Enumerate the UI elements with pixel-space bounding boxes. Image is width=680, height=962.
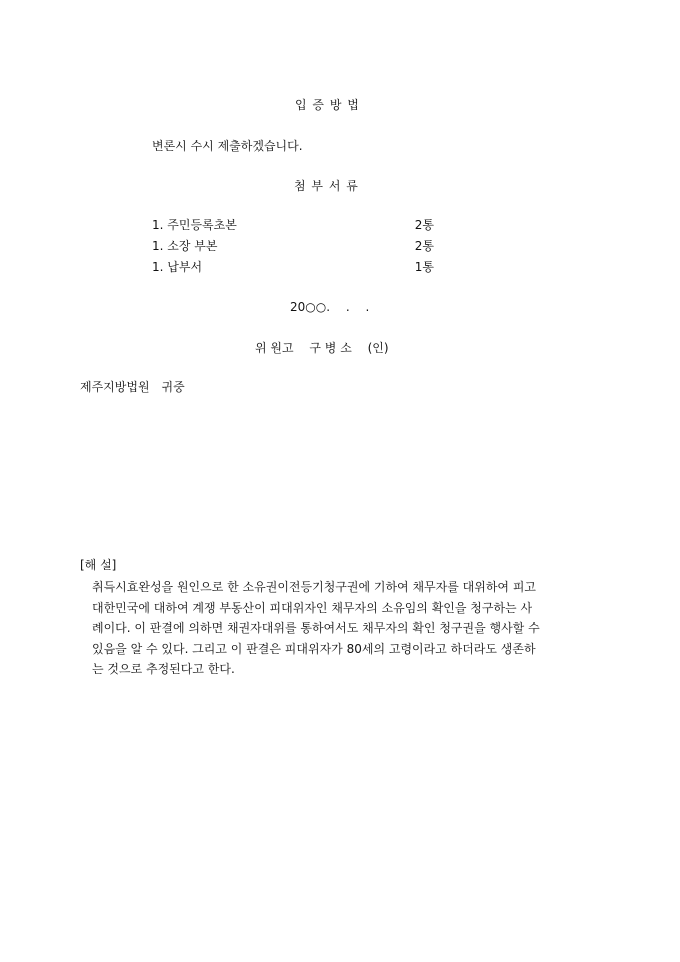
attachment-item-count: 2통	[414, 239, 434, 253]
commentary-line: 대한민국에 대하여 계쟁 부동산이 피대위자인 채무자의 소유임의 확인을 청구하는 사	[92, 600, 533, 615]
plaintiff-signature: 위 원고 구 병 소 (인)	[255, 341, 389, 355]
proof-statement: 변론시 수시 제출하겠습니다.	[152, 139, 303, 153]
commentary-heading: [해 설]	[80, 558, 117, 572]
commentary-line: 있음을 알 수 있다. 그리고 이 판결은 피대위자가 80세의 고령이라고 하더라도 생존하	[92, 641, 536, 656]
commentary-line: 는 것으로 추정된다고 한다.	[92, 662, 235, 676]
attachment-item-label: 1. 소장 부본	[152, 239, 218, 253]
commentary-line: 취득시효완성을 원인으로 한 소유권이전등기청구권에 기하여 채무자를 대위하여 피고	[92, 580, 537, 594]
commentary-body	[92, 577, 612, 680]
commentary-line: 례이다. 이 판결에 의하면 채권자대위를 통하여서도 채무자의 확인 청구권을 행사할 수	[92, 621, 540, 635]
attachment-item-count: 2통	[414, 218, 434, 232]
filing-date: 20○○. . .	[290, 300, 370, 314]
attachment-item-label: 1. 주민등록초본	[152, 218, 237, 232]
attachment-item-label: 1. 납부서	[152, 260, 203, 274]
attachments-title: 첨 부 서 류	[294, 179, 359, 193]
court-addressee: 제주지방법원 귀중	[80, 380, 185, 394]
attachment-item-count: 1통	[414, 260, 434, 274]
proof-method-title: 입 증 방 법	[295, 98, 360, 112]
